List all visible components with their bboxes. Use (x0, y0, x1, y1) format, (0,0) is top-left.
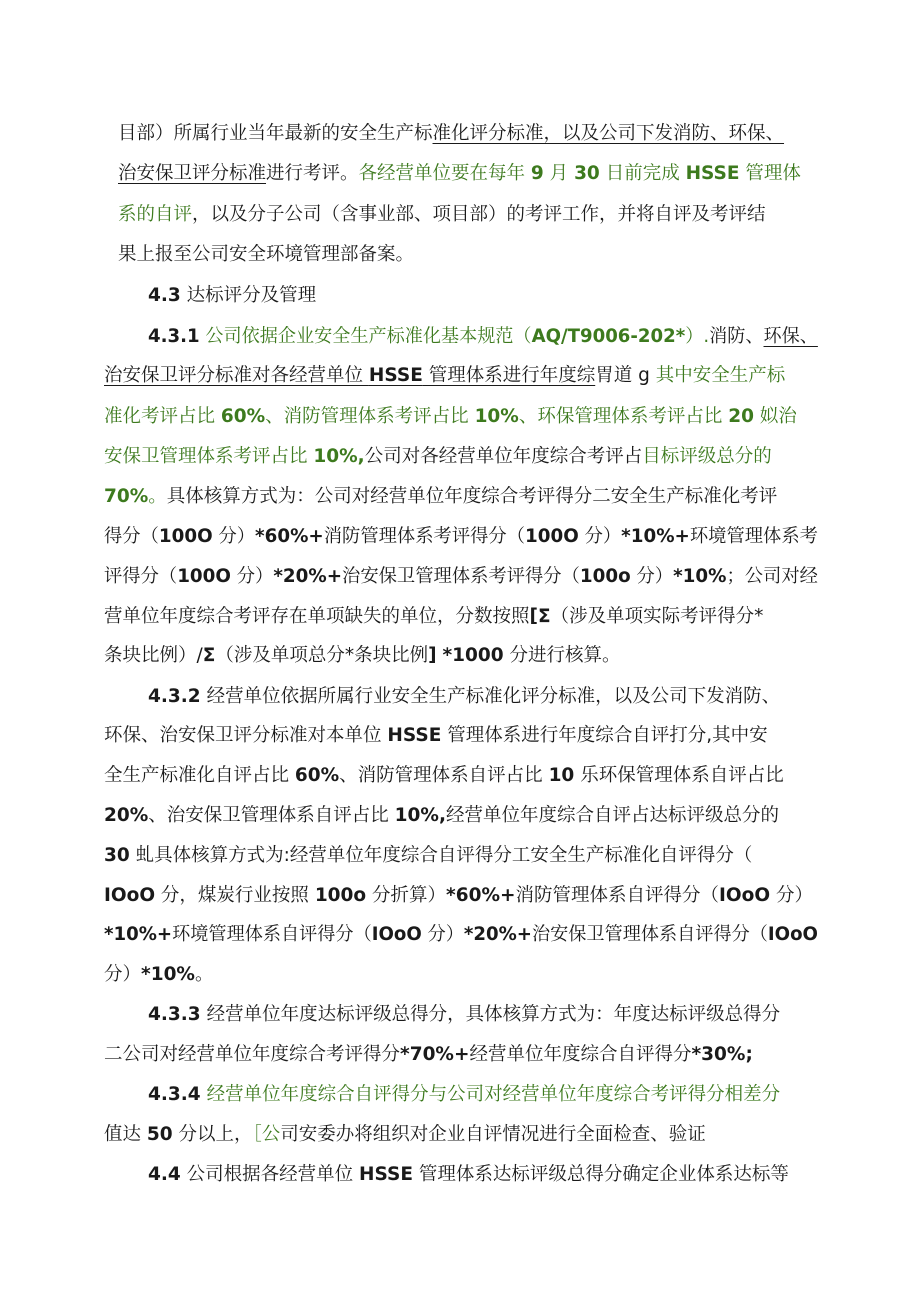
text-run: 胃道 g (595, 365, 656, 386)
text-run: 环境管理体系考 (689, 526, 818, 547)
text-run: ［公 (252, 1124, 281, 1145)
line-6 (104, 363, 785, 389)
text-run: 10%, (394, 805, 446, 826)
text-run: *10% (673, 566, 727, 587)
text-run: 分） (230, 566, 274, 587)
text-run: 分） (578, 526, 622, 547)
text-run: ；公司对经 (726, 566, 818, 587)
text-run: 司安委办将组织对企业自评情况进行全面检查、验证 (280, 1124, 706, 1145)
text-run: 、消防管理体系考评占比 (265, 406, 475, 427)
text-run: *30%; (691, 1044, 753, 1065)
text-run: 100O (158, 526, 213, 547)
line-1 (118, 161, 801, 187)
text-run: Σ (202, 645, 216, 666)
text-run: 4.3.1 (148, 326, 200, 347)
text-run: 100O (177, 566, 231, 587)
text-run: HSSE (359, 1164, 413, 1185)
text-run: 。 (148, 486, 167, 507)
line-8 (104, 444, 772, 470)
text-run: 4.4 (148, 1164, 181, 1185)
line-19 (104, 883, 813, 909)
text-run: *20%+ (463, 924, 532, 945)
text-run: 30 (574, 163, 600, 184)
section-4-3-heading (148, 283, 316, 309)
text-run: 营单位年度综合考评存在单项缺失的单位，分数按照 (104, 606, 530, 627)
line-23 (104, 1042, 753, 1068)
line-10 (104, 524, 818, 550)
text-run: IOoO (104, 885, 156, 906)
text-run: 公司根据各经营单位 (180, 1164, 360, 1185)
line-9 (104, 484, 777, 510)
text-run: 公司对各经营单位年度综合考评占 (364, 446, 643, 467)
text-run: 环保、 (763, 326, 818, 347)
text-run: AQ/T9006-202* (531, 326, 686, 347)
line-2 (118, 202, 766, 228)
text-run: 分，煤炭行业按照 (155, 885, 315, 906)
line-22 (148, 1002, 780, 1028)
text-run: 、环保管理体系考评占比 (518, 406, 729, 427)
text-run: ）. (685, 326, 710, 347)
text-run: （涉及单项总分*条块比例 (215, 645, 429, 666)
text-run: 达标评分及管理 (180, 285, 317, 306)
text-run: 经营单位年度综合自评得分 (469, 1044, 692, 1065)
line-26 (148, 1162, 789, 1188)
text-run: 环境管理体系自评得分（ (172, 924, 372, 945)
text-run: 系的自评 (118, 204, 193, 225)
line-7 (104, 404, 797, 430)
text-run: 日前完成 (599, 163, 686, 184)
line-24 (148, 1082, 780, 1108)
text-run: 50 (146, 1124, 173, 1145)
text-run: 。 (194, 964, 214, 985)
text-run: 分以上， (172, 1124, 253, 1145)
text-run: 、治安保卫管理体系自评占比 (148, 805, 395, 826)
text-run: ] (428, 645, 437, 666)
text-run: 分） (770, 885, 813, 906)
text-run: 消防、 (709, 326, 764, 347)
text-run: *20%+ (273, 566, 343, 587)
text-run: 消防管理体系考评得分（ (323, 526, 526, 547)
text-run: 4.3.3 (148, 1004, 201, 1025)
text-run: 治安保卫评分标准对各经营单位 (104, 365, 369, 386)
text-run: 条块比例）/ (104, 645, 203, 666)
text-run: 目部）所属行业当年最新的安全生产标 (118, 123, 433, 144)
text-run: 9 (530, 163, 544, 184)
text-run: *60%+ (446, 885, 516, 906)
text-run: *10%+ (104, 924, 173, 945)
text-run: 100O (525, 526, 579, 547)
text-run: 4.3 (148, 285, 181, 306)
text-run: HSSE (685, 163, 740, 184)
text-run: 60% (220, 406, 266, 427)
text-run: 虬具体核算方式为:经营单位年度综合自评得分工安全生产标准化自评得分（ (129, 845, 753, 866)
text-run: 评得分（ (104, 566, 178, 587)
text-run: 准化评分标准，以及公司下发消防、环保、 (432, 123, 785, 144)
text-run: 10%, (313, 446, 365, 467)
text-run: 经营单位年度综合自评得分与公司对经营单位年度综合考评得分相差分 (200, 1084, 781, 1105)
text-run: 值达 (104, 1124, 147, 1145)
text-run: *1000 (442, 645, 504, 666)
line-14 (148, 684, 780, 710)
text-run: 安保卫管理体系考评占比 (104, 446, 314, 467)
text-run: 分进行核算。 (503, 645, 621, 666)
text-run: 100o (579, 566, 631, 587)
text-run: 二公司对经营单位年度综合考评得分 (104, 1044, 401, 1065)
text-run: 、消防管理体系自评占比 (339, 765, 549, 786)
line-5 (148, 324, 818, 350)
text-run: 乐环保管理体系自评占比 (574, 765, 784, 786)
line-15 (104, 723, 768, 749)
text-run: 其中安全生产标 (655, 365, 786, 386)
line-18 (104, 843, 752, 869)
text-run: 管理体系进行年度综合自评打分,其中安 (441, 725, 768, 746)
line-12 (104, 604, 763, 630)
line-25 (104, 1122, 706, 1148)
text-run: 10% (474, 406, 519, 427)
text-run: 经营单位依据所属行业安全生产标准化评分标准，以及公司下发消防、 (200, 686, 781, 707)
text-run: 环保、治安保卫评分标准对本单位 (104, 725, 388, 746)
text-run: 30 (104, 845, 130, 866)
text-run: 分折算） (366, 885, 447, 906)
text-run: *10%+ (621, 526, 690, 547)
text-run: 消防管理体系自评得分（ (515, 885, 720, 906)
text-run: 治安保卫评分标准 (118, 163, 267, 184)
line-11 (104, 564, 818, 590)
text-run: HSSE (387, 725, 442, 746)
text-run: 果上报至公司安全环境管理部备案。 (118, 244, 415, 265)
text-run: 20 (728, 406, 754, 427)
text-run: 分） (212, 526, 256, 547)
text-run: 100o (314, 885, 367, 906)
text-run: 进行考评。 (266, 163, 359, 184)
text-run: 管理体 (739, 163, 801, 184)
text-run: 全生产标准化自评占比 (104, 765, 295, 786)
text-run: 60% (294, 765, 340, 786)
text-run: 得分（ (104, 526, 159, 547)
text-run: 治安保卫管理体系考评得分（ (342, 566, 580, 587)
text-run: 准化考评占比 (104, 406, 221, 427)
line-13 (104, 643, 621, 669)
text-run: HSSE (368, 365, 423, 386)
text-run: 目标评级总分的 (642, 446, 772, 467)
text-run: *60%+ (255, 526, 324, 547)
text-run: （涉及单项实际考评得分* (550, 606, 764, 627)
text-run: 具体核算方式为：公司对经营单位年度综合考评得分二安全生产标准化考评 (166, 486, 778, 507)
line-3 (118, 242, 414, 268)
text-run: IOoO (719, 885, 771, 906)
text-run: ，以及分子公司（含事业部、项目部）的考评工作，并将自评及考评结 (192, 204, 766, 225)
text-run: 管理体系进行年度综 (422, 365, 596, 386)
text-run: *10% (141, 964, 195, 985)
text-run: 20% (104, 805, 149, 826)
text-run: 经营单位年度综合自评占达标评级总分的 (445, 805, 779, 826)
line-21 (104, 962, 214, 988)
text-run: 10 (548, 765, 575, 786)
text-run: 管理体系达标评级总得分确定企业体系达标等 (412, 1164, 789, 1185)
text-run: 分） (421, 924, 464, 945)
line-20 (104, 922, 818, 948)
text-run: 各经营单位要在每年 (358, 163, 531, 184)
text-run: 4.3.2 (148, 686, 201, 707)
text-run: 月 (543, 163, 575, 184)
text-run: 4.3.4 (148, 1084, 201, 1105)
text-run: 经营单位年度达标评级总得分，具体核算方式为：年度达标评级总得分 (200, 1004, 781, 1025)
text-run: 治安保卫管理体系自评得分（ (531, 924, 768, 945)
text-run: 分） (630, 566, 674, 587)
line-17 (104, 803, 779, 829)
text-run: 公司依据企业安全生产标准化基本规范（ (199, 326, 532, 347)
line-0 (118, 121, 784, 147)
text-run: 分） (104, 964, 142, 985)
line-16 (104, 763, 784, 789)
text-run: 姒治 (753, 406, 797, 427)
text-run: [Σ (529, 606, 551, 627)
text-run: 70% (104, 486, 149, 507)
text-run: IOoO (371, 924, 422, 945)
text-run: IOoO (767, 924, 818, 945)
text-run: *70%+ (400, 1044, 470, 1065)
